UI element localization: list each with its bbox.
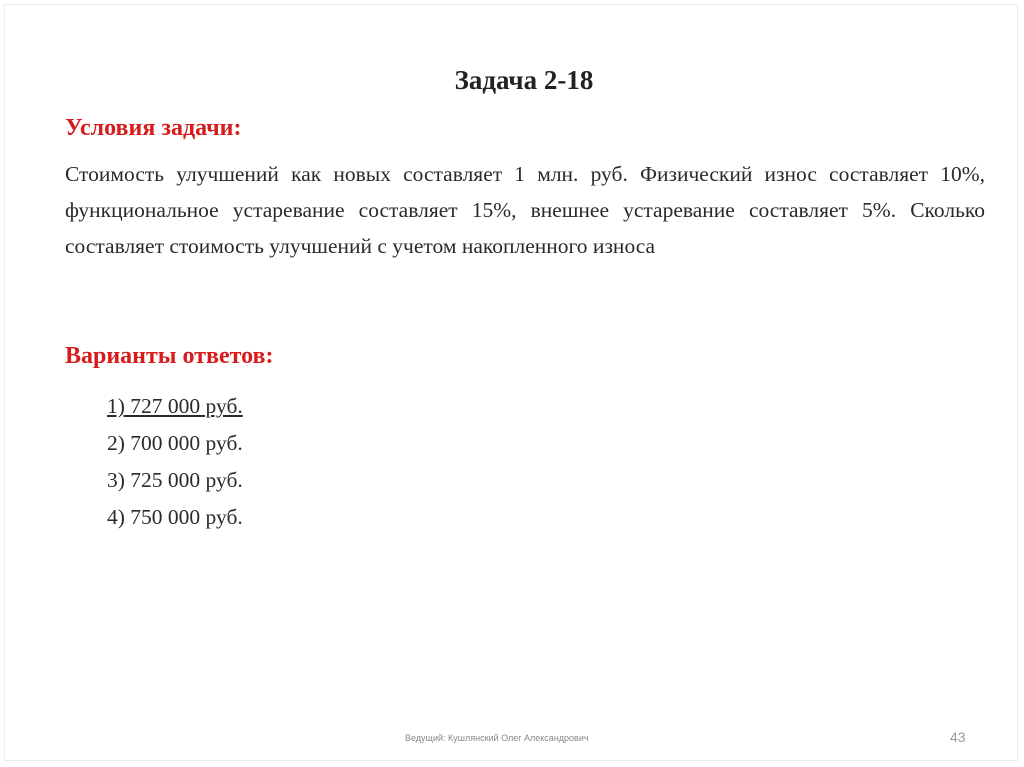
conditions-heading: Условия задачи: xyxy=(65,115,242,141)
answer-options xyxy=(107,388,243,536)
answer-option-3: 3) 725 000 руб. xyxy=(107,468,243,492)
slide-title: Задача 2-18 xyxy=(454,65,594,95)
footer-presenter: Ведущий: Кушлянский Олег Александрович xyxy=(405,733,589,743)
answer-option-4: 4) 750 000 руб. xyxy=(107,505,243,529)
answer-option-1: 1) 727 000 руб. xyxy=(107,394,243,418)
conditions-text: Стоимость улучшений как новых составляет 1 млн. руб. Физический износ составляет 10%, функциональное устаревание составляет 15%, внешнее устаревание составляет 5%. Сколько составляет стоимость улучшений с учетом накопленного износа xyxy=(65,162,985,258)
page-number: 43 xyxy=(950,729,966,745)
slide xyxy=(4,4,1018,761)
answers-heading: Варианты ответов: xyxy=(65,343,274,369)
answer-option-2: 2) 700 000 руб. xyxy=(107,431,243,455)
